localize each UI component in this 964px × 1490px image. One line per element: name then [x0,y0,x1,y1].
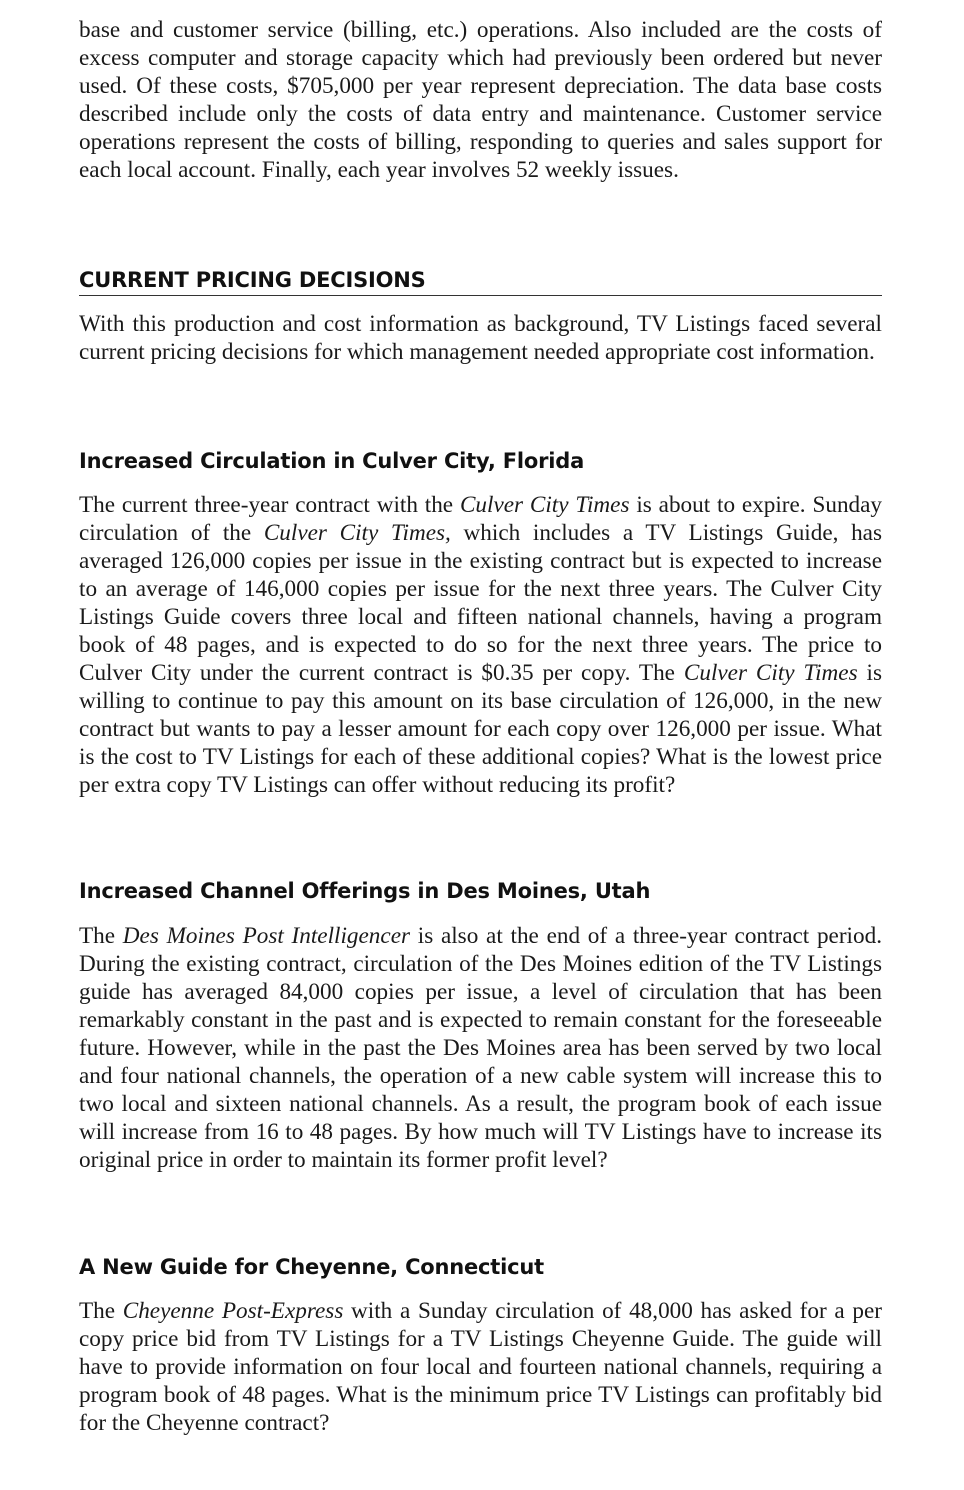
culver-paper-name-2: Culver City Times, [263,520,451,546]
current-pricing-section-header [79,266,882,296]
cheyenne-paper-name: Cheyenne Post-Express [122,1298,344,1324]
desmoines-text-2: is also at the end of a three-year contract period. During the existing contract, circulation of the Des Moines edition of the TV Listings guide has averaged 84,000 copies per issue, a level of circulation that has been remarkably constant in the past and is expected to remain constant for the foreseeable future. However, while in the past the Des Moines area has been served by two local and four national channels, the operation of a new cable system will increase this to two local and sixteen national channels. As a result, the program book of each issue will increase from 16 to 48 pages. By how much will TV Listings have to increase its original price in order to maintain its former profit level? [79,923,882,1173]
current-pricing-heading: CURRENT PRICING DECISIONS [79,266,882,296]
current-pricing-paragraph: With this production and cost information as background, TV Listings faced several current pricing decisions for which management needed appropriate cost information. [79,311,882,365]
cheyenne-text-2: with a Sunday circulation of 48,000 has asked for a per copy price bid from TV Listings for a TV Listings Cheyenne Guide. The guide will have to provide information on four local and fourteen national channels, requiring a program book of 48 pages. What is the minimum price TV Listings can profitably bid for the Cheyenne contract? [79,1298,882,1436]
culver-heading: Increased Circulation in Culver City, Florida [79,449,585,473]
desmoines-paragraph [79,922,882,1174]
current-pricing-section [79,310,882,366]
intro-section [79,16,882,184]
cheyenne-section [79,1297,882,1437]
culver-text-1: The current three-year contract with the [79,492,460,518]
culver-text-4: is willing to continue to pay this amount on its base circulation of 126,000, in the new contract but wants to pay a lesser amount for each copy over 126,000 per issue. What is the cost to TV Listings for each of these additional copies? What is the lowest price per extra copy TV Listings can offer without reducing its profit? [79,660,882,798]
desmoines-paper-name: Des Moines Post Intelligencer [122,923,411,949]
cheyenne-section-header [79,1253,882,1281]
desmoines-section [79,922,882,1174]
culver-text-2: is about to expire. Sunday circulation of the [79,492,883,546]
intro-paragraph: base and customer service (billing, etc.) operations. Also included are the costs of excess computer and storage capacity which had previously been ordered but never used. Of these costs, $705,000 per year represent depreciation. The data base costs described include only the costs of data entry and maintenance. Customer service operations represent the costs of billing, responding to queries and sales support for each local account. Finally, each year involves 52 weekly issues. [79,17,882,183]
cheyenne-heading: A New Guide for Cheyenne, Connecticut [79,1255,544,1279]
desmoines-section-header [79,877,882,905]
desmoines-heading: Increased Channel Offerings in Des Moines, Utah [79,879,651,903]
desmoines-text-1: The [79,923,123,949]
culver-paper-name-3: Culver City Times [683,660,858,686]
culver-section-header [79,447,882,475]
culver-section [79,491,882,799]
culver-paragraph [79,491,882,799]
cheyenne-paragraph [79,1297,882,1437]
culver-paper-name-1: Culver City Times [459,492,630,518]
cheyenne-text-1: The [79,1298,123,1324]
culver-text-3: which includes a TV Listings Guide, has averaged 126,000 copies per issue in the existing contract but is expected to increase to an average of 146,000 copies per issue for the next three years. The Culver City Listings Guide covers three local and fifteen national channels, having a program book of 48 pages, and is expected to do so for the next three years. The price to Culver City under the current contract is $0.35 per copy. The [79,520,882,686]
